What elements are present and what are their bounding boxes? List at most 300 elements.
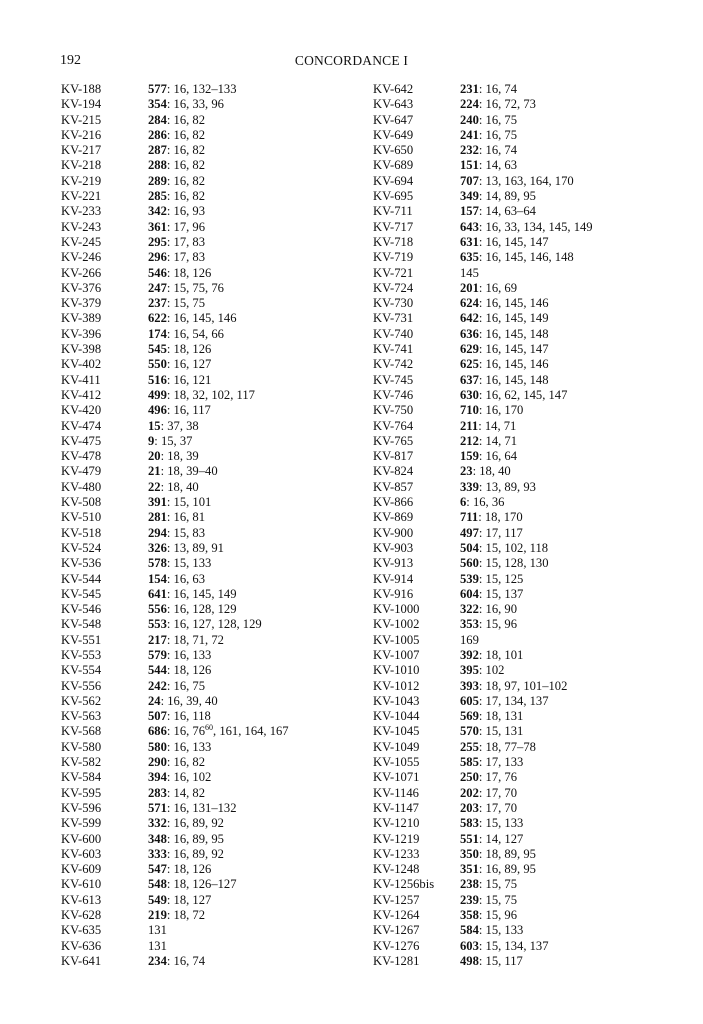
catalogue-number: 333	[148, 846, 167, 861]
kv-number: KV-1146	[373, 785, 419, 800]
reference	[460, 541, 548, 556]
reference	[460, 388, 567, 403]
catalogue-number: 240	[460, 112, 479, 127]
kv-number: KV-475	[61, 433, 102, 448]
concordance-entry	[373, 541, 673, 556]
catalogue-number: 391	[148, 495, 167, 510]
page-references: : 16, 121	[166, 372, 212, 387]
kv-number: KV-1147	[373, 800, 419, 815]
concordance-entry	[61, 357, 361, 372]
catalogue-number: 241	[460, 127, 479, 142]
reference	[460, 770, 517, 785]
page-references: : 15, 128, 130	[478, 556, 549, 571]
catalogue-number: 498	[460, 953, 479, 968]
concordance-entry	[61, 82, 361, 97]
catalogue-number: 283	[148, 785, 167, 800]
page-references: : 16, 82	[166, 755, 206, 770]
concordance-entry	[61, 204, 361, 219]
concordance-entry	[61, 709, 361, 724]
concordance-entry	[61, 403, 361, 418]
reference	[460, 449, 517, 464]
reference	[148, 204, 205, 219]
catalogue-number: 20	[148, 449, 161, 464]
kv-number: KV-518	[61, 525, 102, 540]
concordance-entry	[61, 679, 361, 694]
reference	[148, 862, 211, 877]
concordance-entry	[61, 755, 361, 770]
kv-number: KV-536	[61, 556, 102, 571]
catalogue-number: 361	[148, 219, 167, 234]
reference	[148, 572, 205, 587]
page-references: : 16, 75	[478, 127, 518, 142]
kv-number: KV-745	[373, 372, 414, 387]
kv-number: KV-554	[61, 663, 102, 678]
catalogue-number: 348	[148, 831, 167, 846]
catalogue-number: 219	[148, 908, 167, 923]
concordance-entry	[61, 648, 361, 663]
reference	[460, 724, 523, 739]
reference	[148, 617, 262, 632]
page-references: : 16, 39, 40	[160, 693, 218, 708]
page-references: : 18, 126	[166, 663, 212, 678]
reference	[460, 510, 523, 525]
catalogue-number: 24	[148, 693, 161, 708]
concordance-entry	[61, 128, 361, 143]
kv-number: KV-243	[61, 219, 102, 234]
catalogue-number: 394	[148, 770, 167, 785]
concordance-entry	[373, 480, 673, 495]
kv-number: KV-1007	[373, 647, 420, 662]
page-references: : 15, 75	[478, 877, 518, 892]
concordance-entry	[373, 220, 673, 235]
catalogue-number: 583	[460, 816, 479, 831]
concordance-entry	[61, 388, 361, 403]
concordance-entry	[373, 464, 673, 479]
catalogue-number: 287	[148, 143, 167, 158]
catalogue-number: 636	[460, 326, 479, 341]
reference	[148, 480, 199, 495]
page-references: : 15, 102, 118	[478, 540, 549, 555]
catalogue-number: 604	[460, 586, 479, 601]
page-references: : 16, 133	[166, 647, 212, 662]
reference	[148, 847, 224, 862]
concordance-entry	[373, 786, 673, 801]
concordance-entry	[61, 877, 361, 892]
catalogue-number: 560	[460, 556, 479, 571]
kv-number: KV-721	[373, 265, 414, 280]
page-references: : 13, 89, 91	[166, 540, 224, 555]
reference	[148, 709, 211, 724]
page-references: 131	[148, 923, 167, 938]
catalogue-number: 247	[148, 280, 167, 295]
catalogue-number: 342	[148, 204, 167, 219]
catalogue-number: 577	[148, 82, 167, 96]
catalogue-number: 550	[148, 357, 167, 372]
reference	[460, 281, 517, 296]
catalogue-number: 212	[460, 433, 479, 448]
catalogue-number: 507	[148, 709, 167, 724]
catalogue-number: 585	[460, 755, 479, 770]
kv-number: KV-869	[373, 510, 414, 525]
concordance-entry	[373, 403, 673, 418]
reference	[148, 526, 205, 541]
concordance-entry	[373, 663, 673, 678]
kv-number: KV-694	[373, 173, 414, 188]
page-references: : 16, 72, 73	[478, 97, 536, 112]
concordance-entry	[61, 572, 361, 587]
catalogue-number: 255	[460, 739, 479, 754]
page-references: : 17, 117	[478, 525, 523, 540]
page-references: : 16, 117	[166, 403, 211, 418]
kv-number: KV-635	[61, 923, 102, 938]
kv-number: KV-1071	[373, 770, 420, 785]
reference	[460, 189, 536, 204]
page-references: : 16, 62, 145, 147	[478, 387, 568, 402]
catalogue-number: 571	[148, 800, 167, 815]
reference	[460, 327, 549, 342]
concordance-entry	[373, 189, 673, 204]
kv-number: KV-1267	[373, 923, 420, 938]
page-references: : 15, 134, 137	[478, 938, 549, 953]
concordance-entry	[373, 174, 673, 189]
reference	[460, 832, 523, 847]
catalogue-number: 643	[460, 219, 479, 234]
catalogue-number: 22	[148, 479, 161, 494]
kv-number: KV-900	[373, 525, 414, 540]
catalogue-number: 281	[148, 510, 167, 525]
kv-number: KV-628	[61, 908, 102, 923]
page-references: : 37, 38	[160, 418, 199, 433]
concordance-entry	[61, 801, 361, 816]
concordance-column-left	[61, 82, 361, 969]
catalogue-number: 497	[460, 525, 479, 540]
reference	[460, 862, 536, 877]
page-references: : 16, 133	[166, 739, 212, 754]
catalogue-number: 707	[460, 173, 479, 188]
catalogue-number: 548	[148, 877, 167, 892]
reference	[148, 832, 224, 847]
kv-number: KV-553	[61, 647, 102, 662]
concordance-entry	[61, 342, 361, 357]
catalogue-number: 151	[460, 158, 479, 173]
page-references: : 14, 82	[166, 785, 206, 800]
concordance-entry	[373, 388, 673, 403]
page-references: : 16, 118	[166, 709, 211, 724]
concordance-entry	[373, 357, 673, 372]
catalogue-number: 625	[460, 357, 479, 372]
page-references: : 18, 71, 72	[166, 632, 224, 647]
kv-number: KV-613	[61, 892, 102, 907]
page-references: 131	[148, 938, 167, 953]
concordance-entry	[61, 113, 361, 128]
concordance-entry	[373, 724, 673, 739]
page-references: : 18, 126	[166, 265, 212, 280]
catalogue-number: 545	[148, 342, 167, 357]
concordance-entry	[61, 770, 361, 785]
concordance-entry	[373, 633, 673, 648]
concordance-column-right	[373, 82, 673, 969]
page-references: : 16, 132–133	[166, 82, 237, 96]
concordance-entry	[373, 526, 673, 541]
reference	[148, 954, 205, 969]
reference	[148, 602, 237, 617]
page-references: : 16, 145, 146	[478, 296, 549, 311]
kv-number: KV-650	[373, 143, 414, 158]
concordance-entry	[61, 373, 361, 388]
catalogue-number: 295	[148, 234, 167, 249]
concordance-entry	[373, 449, 673, 464]
catalogue-number: 159	[460, 449, 479, 464]
reference	[148, 220, 205, 235]
catalogue-number: 622	[148, 311, 167, 326]
kv-number: KV-402	[61, 357, 102, 372]
concordance-entry	[61, 602, 361, 617]
catalogue-number: 250	[460, 770, 479, 785]
reference	[148, 403, 211, 418]
kv-number: KV-817	[373, 449, 414, 464]
page-references: : 16, 82	[166, 112, 206, 127]
kv-number: KV-479	[61, 464, 102, 479]
concordance-entry	[373, 923, 673, 938]
page-references: : 13, 89, 93	[478, 479, 536, 494]
catalogue-number: 551	[460, 831, 479, 846]
kv-number: KV-389	[61, 311, 102, 326]
catalogue-number: 630	[460, 387, 479, 402]
kv-number: KV-642	[373, 82, 414, 96]
concordance-entry	[373, 602, 673, 617]
concordance-entry	[373, 510, 673, 525]
page-references: : 16, 102	[166, 770, 212, 785]
concordance-entry	[61, 786, 361, 801]
catalogue-number: 496	[148, 403, 167, 418]
page-references: : 16, 54, 66	[166, 326, 224, 341]
page-references: : 15, 37	[154, 433, 193, 448]
reference	[460, 97, 536, 112]
catalogue-number: 504	[460, 540, 479, 555]
page-references: : 16, 127	[166, 357, 212, 372]
catalogue-number: 238	[460, 877, 479, 892]
concordance-entry	[61, 694, 361, 709]
catalogue-number: 21	[148, 464, 161, 479]
catalogue-number: 296	[148, 250, 167, 265]
kv-number: KV-508	[61, 495, 102, 510]
kv-number: KV-480	[61, 479, 102, 494]
reference	[148, 786, 205, 801]
catalogue-number: 547	[148, 862, 167, 877]
catalogue-number: 237	[148, 296, 167, 311]
concordance-entry	[61, 174, 361, 189]
reference	[148, 801, 237, 816]
concordance-entry	[373, 862, 673, 877]
concordance-entry	[61, 862, 361, 877]
catalogue-number: 631	[460, 234, 479, 249]
concordance-entry	[373, 158, 673, 173]
page-references: : 18, 97, 101–102	[478, 678, 568, 693]
reference	[148, 633, 224, 648]
kv-number: KV-246	[61, 250, 102, 265]
concordance-entry	[373, 97, 673, 112]
catalogue-number: 339	[460, 479, 479, 494]
catalogue-number: 290	[148, 755, 167, 770]
kv-number: KV-221	[61, 189, 102, 204]
kv-number: KV-396	[61, 326, 102, 341]
page-references-continued: , 161, 164, 167	[213, 724, 289, 739]
kv-number: KV-568	[61, 724, 102, 739]
page-references: : 16, 74	[166, 953, 206, 968]
catalogue-number: 546	[148, 265, 167, 280]
reference	[148, 648, 211, 663]
concordance-entry	[61, 327, 361, 342]
reference	[460, 235, 549, 250]
page-references: : 16, 82	[166, 173, 206, 188]
catalogue-number: 285	[148, 189, 167, 204]
kv-number: KV-556	[61, 678, 102, 693]
page-references: : 18, 77–78	[478, 739, 536, 754]
concordance-entry	[61, 250, 361, 265]
concordance-entry	[373, 556, 673, 571]
reference	[460, 617, 517, 632]
reference	[148, 770, 211, 785]
kv-number: KV-595	[61, 785, 102, 800]
concordance-entry	[373, 419, 673, 434]
reference	[148, 266, 211, 281]
kv-number: KV-548	[61, 617, 102, 632]
reference	[460, 648, 523, 663]
concordance-entry	[373, 755, 673, 770]
kv-number: KV-1055	[373, 755, 420, 770]
page-references: : 18, 40	[472, 464, 511, 479]
kv-number: KV-376	[61, 280, 102, 295]
page-references: : 16, 75	[478, 112, 518, 127]
page-references: : 15, 83	[166, 525, 206, 540]
reference	[460, 419, 516, 434]
kv-number: KV-866	[373, 495, 414, 510]
page-references: 169	[460, 632, 479, 647]
reference	[148, 419, 199, 434]
reference	[148, 189, 205, 204]
catalogue-number: 326	[148, 540, 167, 555]
catalogue-number: 584	[460, 923, 479, 938]
concordance-entry	[61, 311, 361, 326]
running-head: CONCORDANCE I	[294, 53, 409, 68]
page-references: : 16, 63	[166, 571, 206, 586]
reference	[460, 220, 593, 235]
page-references: : 17, 96	[166, 219, 206, 234]
kv-number: KV-1264	[373, 908, 420, 923]
catalogue-number: 710	[460, 403, 479, 418]
kv-number: KV-689	[373, 158, 414, 173]
kv-number: KV-1049	[373, 739, 420, 754]
reference	[148, 587, 237, 602]
kv-number: KV-643	[373, 97, 414, 112]
page-references: : 16, 89, 95	[478, 862, 536, 877]
kv-number: KV-580	[61, 739, 102, 754]
reference	[148, 510, 205, 525]
kv-number: KV-1044	[373, 709, 420, 724]
page-references: : 14, 63–64	[478, 204, 536, 219]
page-references: : 18, 126	[166, 342, 212, 357]
catalogue-number: 211	[460, 418, 479, 433]
reference	[460, 403, 523, 418]
kv-number: KV-1219	[373, 831, 420, 846]
concordance-entry	[373, 908, 673, 923]
page-references: : 16, 145, 149	[478, 311, 549, 326]
concordance-entry	[61, 954, 361, 969]
concordance-entry	[373, 235, 673, 250]
reference	[148, 250, 205, 265]
kv-number: KV-544	[61, 571, 102, 586]
kv-number: KV-718	[373, 234, 414, 249]
reference	[460, 296, 549, 311]
page-references: : 13, 163, 164, 170	[478, 173, 574, 188]
kv-number: KV-245	[61, 234, 102, 249]
page-references: : 16, 170	[478, 403, 524, 418]
reference	[460, 679, 567, 694]
concordance-entry	[373, 617, 673, 632]
reference	[148, 158, 205, 173]
concordance-entry	[373, 266, 673, 281]
reference	[460, 893, 517, 908]
kv-number: KV-1281	[373, 953, 420, 968]
page-number: 192	[60, 53, 81, 68]
concordance-entry	[373, 281, 673, 296]
kv-number: KV-1012	[373, 678, 420, 693]
page-references: : 16, 145, 147	[478, 342, 549, 357]
catalogue-number: 284	[148, 112, 167, 127]
kv-number: KV-478	[61, 449, 102, 464]
concordance-entry	[373, 939, 673, 954]
reference	[460, 633, 479, 648]
catalogue-number: 686	[148, 724, 167, 739]
page-references: : 16, 89, 95	[166, 831, 224, 846]
reference	[148, 113, 205, 128]
reference	[460, 526, 523, 541]
catalogue-number: 580	[148, 739, 167, 754]
kv-number: KV-219	[61, 173, 102, 188]
kv-number: KV-742	[373, 357, 414, 372]
page-references: : 18, 131	[478, 709, 524, 724]
reference	[460, 556, 549, 571]
page-references: : 17, 76	[478, 770, 518, 785]
catalogue-number: 15	[148, 418, 161, 433]
catalogue-number: 234	[148, 953, 167, 968]
kv-number: KV-1045	[373, 724, 420, 739]
reference	[148, 281, 224, 296]
reference	[148, 877, 237, 892]
catalogue-number: 294	[148, 525, 167, 540]
reference	[148, 694, 218, 709]
page-references: : 16, 145, 146	[478, 357, 549, 372]
page-references: : 15, 101	[166, 495, 212, 510]
concordance-entry	[373, 327, 673, 342]
reference	[148, 740, 211, 755]
catalogue-number: 202	[460, 785, 479, 800]
concordance-entry	[61, 740, 361, 755]
concordance-entry	[61, 464, 361, 479]
page-references: : 18, 126	[166, 862, 212, 877]
concordance-entry	[61, 143, 361, 158]
reference	[148, 174, 205, 189]
reference	[460, 572, 523, 587]
reference	[148, 663, 211, 678]
reference	[460, 82, 517, 97]
concordance-entry	[373, 877, 673, 892]
page-references: : 18, 89, 95	[478, 846, 536, 861]
kv-number: KV-420	[61, 403, 102, 418]
kv-number: KV-1010	[373, 663, 420, 678]
page-references: : 15, 96	[478, 908, 518, 923]
kv-number: KV-730	[373, 296, 414, 311]
